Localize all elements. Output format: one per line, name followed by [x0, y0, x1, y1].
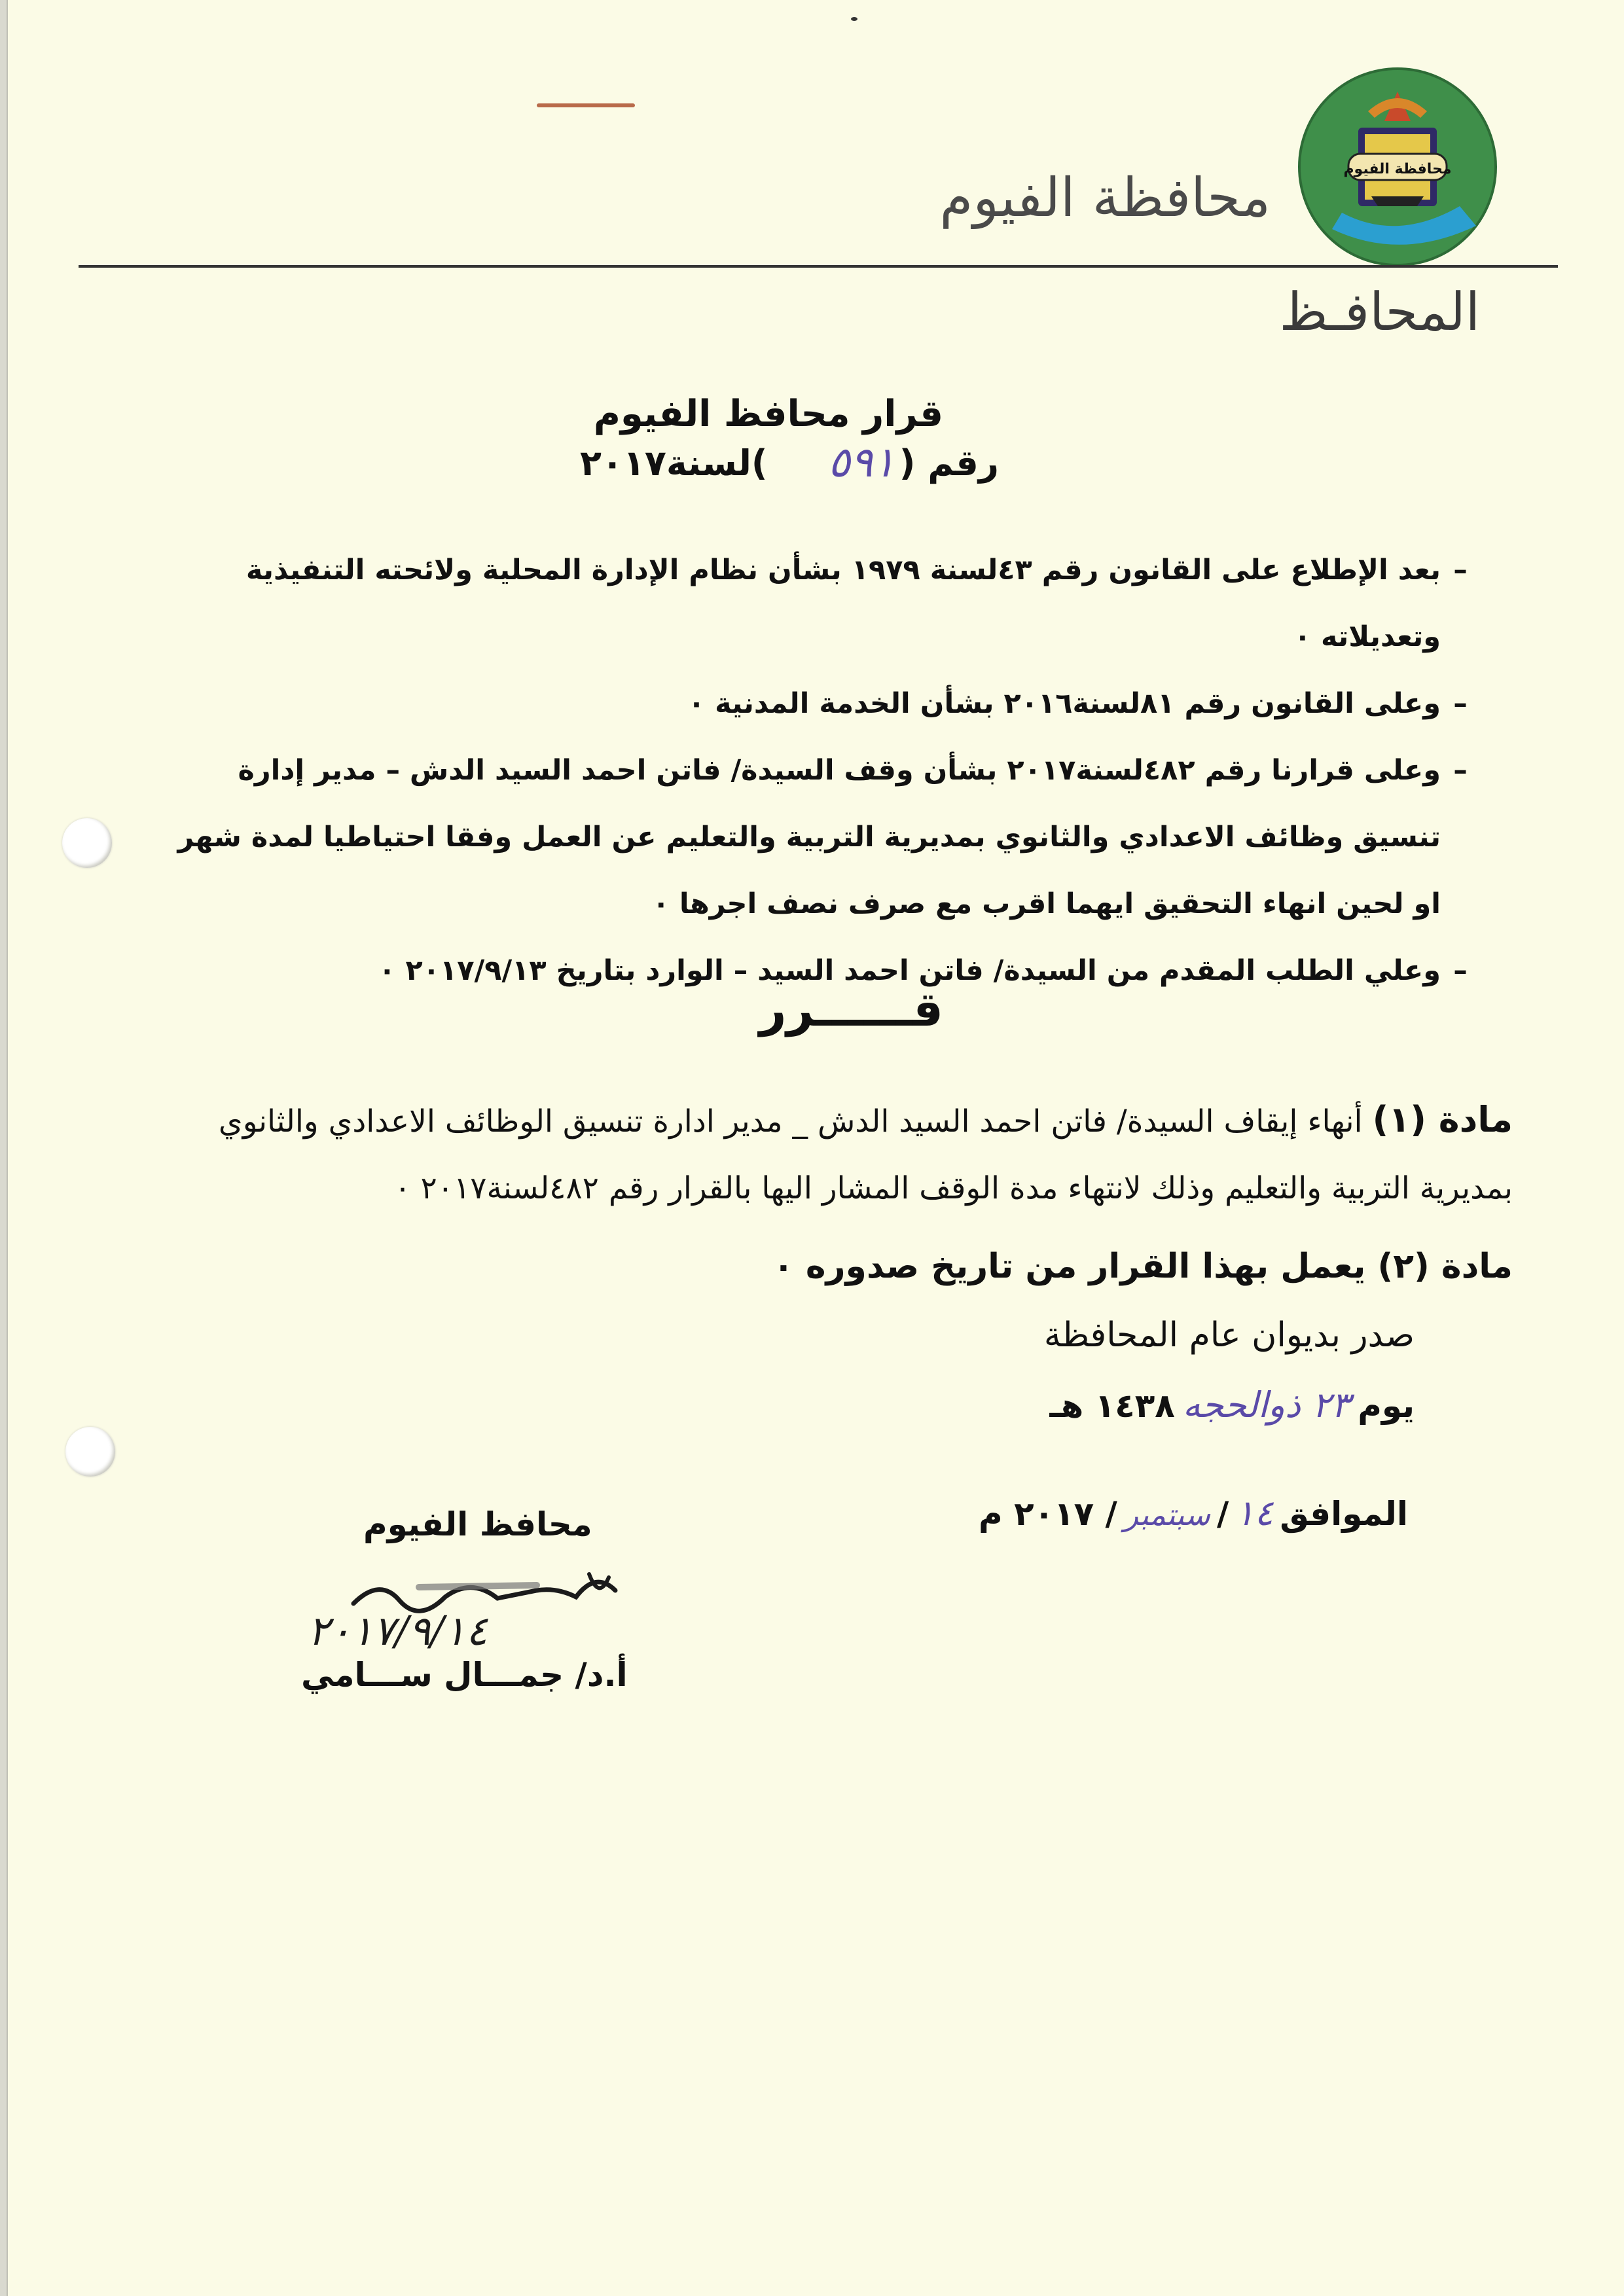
article-text: أنهاء إيقاف السيدة/ فاتن احمد السيد الدش _ مدير ادارة تنسيق الوظائف الاعدادي والثانوي بمديرية التربية والتعليم وذلك لانتهاء مدة الوقف المشار اليها بالقرار رقم ٤٨٢لسنة٢٠١٧ ٠	[218, 1103, 1513, 1206]
decision-number-prefix: رقم (	[899, 442, 999, 484]
preamble-item	[171, 537, 1480, 670]
governorate-header: محافظة الفيوم	[939, 167, 1271, 229]
preamble-text: وعلى القانون رقم ٨١لسنة٢٠١٦ بشأن الخدمة المدنية ٠	[687, 687, 1441, 720]
scan-edge	[0, 0, 8, 2296]
greg-month-handwritten: سبتمبر	[1123, 1497, 1210, 1532]
preamble-item	[171, 737, 1480, 937]
scan-speck	[851, 17, 857, 21]
preamble-item	[171, 670, 1480, 737]
office-title: المحافـظ	[1279, 281, 1480, 342]
signatory-title: محافظ الفيوم	[363, 1505, 592, 1543]
preamble-bullet: –	[1453, 687, 1468, 720]
governorate-seal-icon	[1296, 65, 1499, 268]
greg-slash: /	[1216, 1495, 1229, 1533]
preamble-text: وعلي الطلب المقدم من السيدة/ فاتن احمد السيد – الوارد بتاريخ ٢٠١٧/٩/١٣ ٠	[378, 954, 1441, 987]
seal-lettering: محافظة الفيوم	[1343, 161, 1452, 177]
decision-number-suffix: )لسنة٢٠١٧	[580, 442, 768, 484]
punch-hole	[65, 1427, 115, 1477]
punch-hole	[62, 818, 112, 868]
greg-day-handwritten: ١٤	[1235, 1492, 1274, 1534]
decision-title: قرار محافظ الفيوم	[593, 393, 943, 435]
hijri-year: ١٤٣٨ هـ	[1049, 1387, 1175, 1425]
signatory-name: أ.د/ جمـــال ســـامي	[301, 1656, 628, 1694]
hijri-prefix: يوم	[1358, 1387, 1415, 1425]
decision-number-handwritten: ٥٩١	[827, 439, 895, 487]
header-rule	[79, 265, 1558, 268]
article-label: مادة (٢)	[1377, 1247, 1513, 1286]
red-mark	[537, 103, 635, 107]
greg-prefix: الموافق	[1280, 1495, 1408, 1533]
hijri-handwritten: ٢٣ ذوالحجه	[1182, 1384, 1350, 1426]
preamble-bullet: –	[1453, 554, 1468, 586]
greg-year: / ٢٠١٧ م	[979, 1495, 1117, 1533]
gregorian-date	[979, 1492, 1408, 1534]
issued-at: صدر بديوان عام المحافظة	[1043, 1316, 1415, 1355]
article-2	[773, 1247, 1513, 1286]
preamble-list	[171, 537, 1480, 1004]
article-1	[164, 1086, 1513, 1222]
article-text: يعمل بهذا القرار من تاريخ صدوره ٠	[773, 1247, 1366, 1286]
decides-heading: قــــــرر	[759, 982, 943, 1037]
decision-number	[580, 439, 999, 487]
preamble-text: بعد الإطلاع على القانون رقم ٤٣لسنة ١٩٧٩ بشأن نظام الإدارة المحلية ولائحته التنفيذية وتعديلاته ٠	[245, 554, 1441, 653]
preamble-bullet: –	[1453, 954, 1468, 987]
preamble-text: وعلى قرارنا رقم ٤٨٢لسنة٢٠١٧ بشأن وقف السيدة/ فاتن احمد السيد الدش – مدير إدارة تنسيق وظائف الاعدادي والثانوي بمديرية التربية والتعليم عن العمل وفقا احتياطيا لمدة شهر او لحين انهاء التحقيق ايهما اقرب مع صرف نصف اجرها ٠	[177, 754, 1441, 920]
hijri-date	[1050, 1384, 1415, 1426]
article-label: مادة (١)	[1372, 1099, 1513, 1140]
preamble-bullet: –	[1453, 754, 1468, 787]
signature-date-handwritten: ٢٠١٧/٩/١٤	[308, 1607, 488, 1655]
